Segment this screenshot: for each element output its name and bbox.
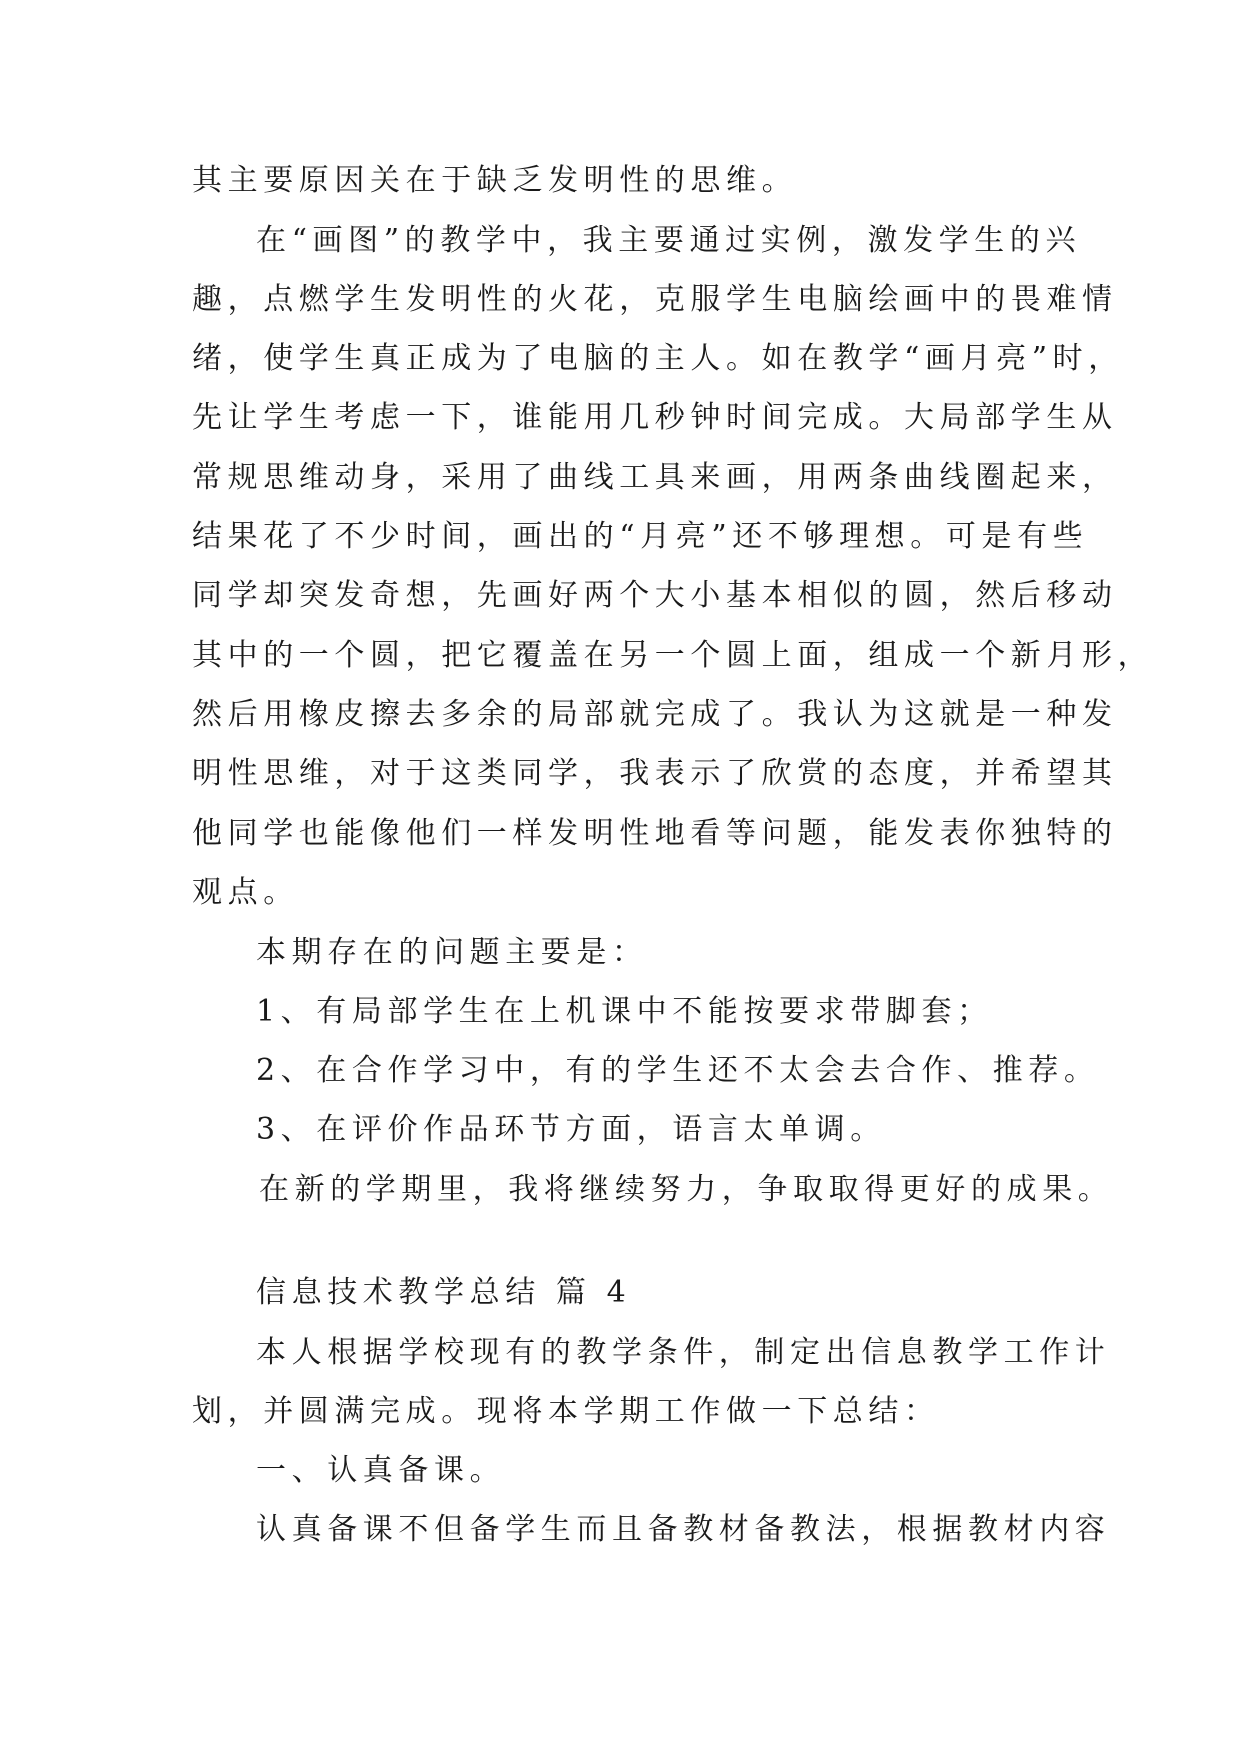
paragraph-line: 明性思维，对于这类同学，我表示了欣赏的态度，并希望其 — [192, 756, 1118, 791]
paragraph-line: 常规思维动身，采用了曲线工具来画，用两条曲线圈起来， — [192, 460, 1118, 495]
subsection-heading: 一、认真备课。 — [256, 1453, 506, 1488]
paragraph-line: 结果花了不少时间，画出的“月亮”还不够理想。可是有些 — [192, 519, 1089, 554]
paragraph-line: 他同学也能像他们一样发明性地看等问题，能发表你独特的 — [192, 816, 1118, 851]
paragraph-line: 其中的一个圆，把它覆盖在另一个圆上面，组成一个新月形， — [192, 638, 1154, 673]
list-item: 3、在评价作品环节方面，语言太单调。 — [256, 1112, 886, 1147]
paragraph-line: 绪，使学生真正成为了电脑的主人。如在教学“画月亮”时， — [192, 341, 1124, 376]
paragraph-line: 趣，点燃学生发明性的火花，克服学生电脑绘画中的畏难情 — [192, 282, 1118, 317]
paragraph-line: 先让学生考虑一下，谁能用几秒钟时间完成。大局部学生从 — [192, 400, 1118, 435]
paragraph-line: 在新的学期里，我将继续努力，争取取得更好的成果。 — [259, 1172, 1114, 1207]
paragraph-line: 在“画图”的教学中，我主要通过实例，激发学生的兴 — [256, 223, 1082, 258]
paragraph-line: 本人根据学校现有的教学条件，制定出信息教学工作计 — [256, 1335, 1111, 1370]
paragraph-line: 然后用橡皮擦去多余的局部就完成了。我认为这就是一种发 — [192, 697, 1118, 732]
paragraph-line: 观点。 — [192, 875, 299, 910]
list-item: 2、在合作学习中，有的学生还不太会去合作、推荐。 — [256, 1053, 1100, 1088]
paragraph-line: 本期存在的问题主要是： — [256, 935, 648, 970]
paragraph-line: 同学却突发奇想，先画好两个大小基本相似的圆，然后移动 — [192, 578, 1118, 613]
list-item: 1、有局部学生在上机课中不能按要求带脚套； — [256, 994, 993, 1029]
paragraph-line: 认真备课不但备学生而且备教材备教法，根据教材内容 — [256, 1512, 1111, 1547]
paragraph-line: 其主要原因关在于缺乏发明性的思维。 — [192, 163, 798, 198]
paragraph-line: 划，并圆满完成。现将本学期工作做一下总结： — [192, 1394, 940, 1429]
section-heading: 信息技术教学总结 篇 4 — [256, 1275, 632, 1310]
